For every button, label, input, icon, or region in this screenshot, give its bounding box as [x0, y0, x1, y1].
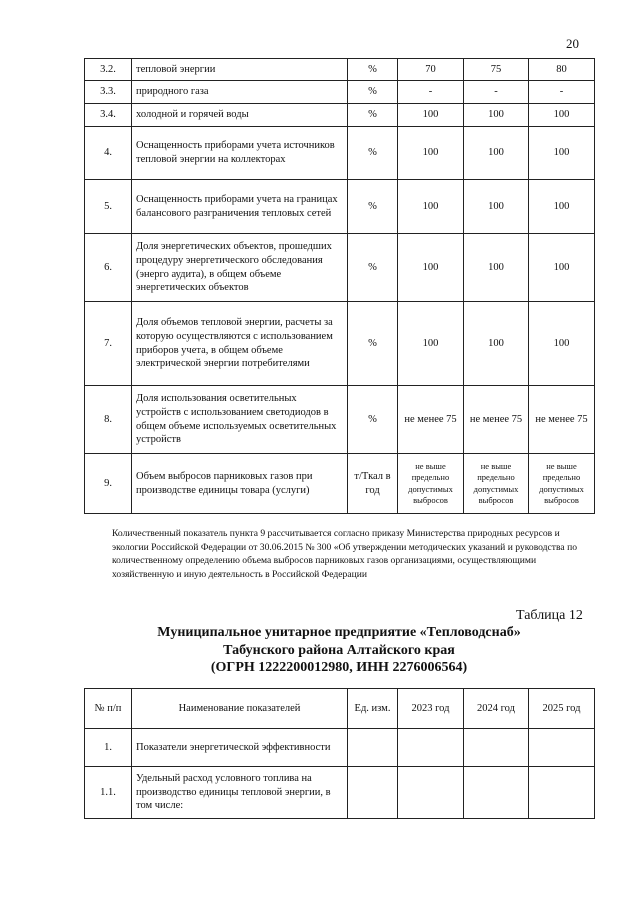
table-row	[85, 729, 595, 767]
value-2023: не выше предельно допустимых выбросов	[398, 454, 464, 514]
unit-cell: %	[348, 59, 398, 81]
value-2025: не выше предельно допустимых выбросов	[529, 454, 595, 514]
indicator-name: Оснащенность приборами учета источников тепловой энергии на коллекторах	[132, 127, 348, 180]
row-number: 3.2.	[85, 59, 132, 81]
unit-cell	[348, 767, 398, 819]
value-2023: 70	[398, 59, 464, 81]
header-2023: 2023 год	[398, 689, 464, 729]
row-number: 3.4.	[85, 104, 132, 127]
organization-title	[84, 624, 594, 677]
indicators-table-12	[84, 688, 595, 819]
value-2025: 100	[529, 104, 595, 127]
value-2024	[464, 767, 529, 819]
unit-cell: %	[348, 81, 398, 104]
table-label: Таблица 12	[516, 608, 583, 623]
value-2023: 100	[398, 302, 464, 386]
table-row	[85, 104, 595, 127]
row-number: 6.	[85, 234, 132, 302]
indicator-name: Оснащенность приборами учета на границах балансового разграничения тепловых сетей	[132, 180, 348, 234]
indicator-name: Доля использования осветительных устройств с использованием светодиодов в общем объеме используемых осветительных устройств	[132, 386, 348, 454]
table-row	[85, 234, 595, 302]
unit-cell: %	[348, 302, 398, 386]
value-2023: 100	[398, 234, 464, 302]
header-2025: 2025 год	[529, 689, 595, 729]
indicator-name: холодной и горячей воды	[132, 104, 348, 127]
unit-cell: %	[348, 180, 398, 234]
value-2025: 100	[529, 180, 595, 234]
value-2025: 100	[529, 234, 595, 302]
indicator-name: природного газа	[132, 81, 348, 104]
value-2025: 100	[529, 127, 595, 180]
row-number: 9.	[85, 454, 132, 514]
table-row	[85, 386, 595, 454]
indicator-name: тепловой энергии	[132, 59, 348, 81]
value-2024: не выше предельно допустимых выбросов	[464, 454, 529, 514]
value-2023	[398, 729, 464, 767]
row-number: 1.	[85, 729, 132, 767]
value-2025: 80	[529, 59, 595, 81]
indicator-name: Доля энергетических объектов, прошедших процедуру энергетического обследования (энерго аудита), в общем объеме энергетических объектов	[132, 234, 348, 302]
row-number: 7.	[85, 302, 132, 386]
value-2024: 100	[464, 302, 529, 386]
table-row	[85, 302, 595, 386]
value-2023: 100	[398, 104, 464, 127]
unit-cell: %	[348, 127, 398, 180]
unit-cell	[348, 729, 398, 767]
value-2024: 100	[464, 104, 529, 127]
table-row	[85, 767, 595, 819]
organization-title-line: Муниципальное унитарное предприятие «Тепловодснаб»	[157, 625, 521, 640]
value-2024	[464, 729, 529, 767]
value-2024: 75	[464, 59, 529, 81]
organization-title-line: (ОГРН 1222200012980, ИНН 2276006564)	[210, 660, 468, 675]
indicator-name: Доля объемов тепловой энергии, расчеты за которую осуществляются с использованием приборов учета, в общем объеме электрической энергии потребителями	[132, 302, 348, 386]
value-2025	[529, 767, 595, 819]
row-number: 3.3.	[85, 81, 132, 104]
table-row	[85, 454, 595, 514]
row-number: 5.	[85, 180, 132, 234]
header-number: № п/п	[85, 689, 132, 729]
header-unit: Ед. изм.	[348, 689, 398, 729]
value-2023	[398, 767, 464, 819]
value-2023: -	[398, 81, 464, 104]
table-row	[85, 127, 595, 180]
unit-cell: %	[348, 104, 398, 127]
table-row	[85, 81, 595, 104]
page-number: 20	[566, 36, 579, 51]
indicators-table-continued	[84, 58, 595, 514]
value-2025: не менее 75	[529, 386, 595, 454]
row-number: 8.	[85, 386, 132, 454]
unit-cell: %	[348, 386, 398, 454]
header-2024: 2024 год	[464, 689, 529, 729]
table-row	[85, 59, 595, 81]
table-header-row	[85, 689, 595, 729]
row-number: 1.1.	[85, 767, 132, 819]
value-2024: 100	[464, 127, 529, 180]
value-2023: не менее 75	[398, 386, 464, 454]
value-2023: 100	[398, 127, 464, 180]
value-2025	[529, 729, 595, 767]
value-2025: -	[529, 81, 595, 104]
row-number: 4.	[85, 127, 132, 180]
header-name: Наименование показателей	[132, 689, 348, 729]
organization-title-line: Табунского района Алтайского края	[223, 642, 455, 658]
indicator-name: Удельный расход условного топлива на производство единицы тепловой энергии, в том числе:	[132, 767, 348, 819]
indicator-name: Объем выбросов парниковых газов при производстве единицы товара (услуги)	[132, 454, 348, 514]
value-2024: -	[464, 81, 529, 104]
footnote: Количественный показатель пункта 9 рассчитывается согласно приказу Министерства природных ресурсов и экологии Российской Федерации от 30.06.2015 № 300 «Об утверждении методических указаний и руководства по количественному определению объема выбросов парниковых газов организациями, осуществляющими хозяйственную и иную деятельность в Российской Федерации	[112, 528, 577, 580]
value-2025: 100	[529, 302, 595, 386]
value-2024: 100	[464, 180, 529, 234]
value-2023: 100	[398, 180, 464, 234]
value-2024: 100	[464, 234, 529, 302]
value-2024: не менее 75	[464, 386, 529, 454]
table-row	[85, 180, 595, 234]
unit-cell: т/Ткал в год	[348, 454, 398, 514]
unit-cell: %	[348, 234, 398, 302]
indicator-name: Показатели энергетической эффективности	[132, 729, 348, 767]
